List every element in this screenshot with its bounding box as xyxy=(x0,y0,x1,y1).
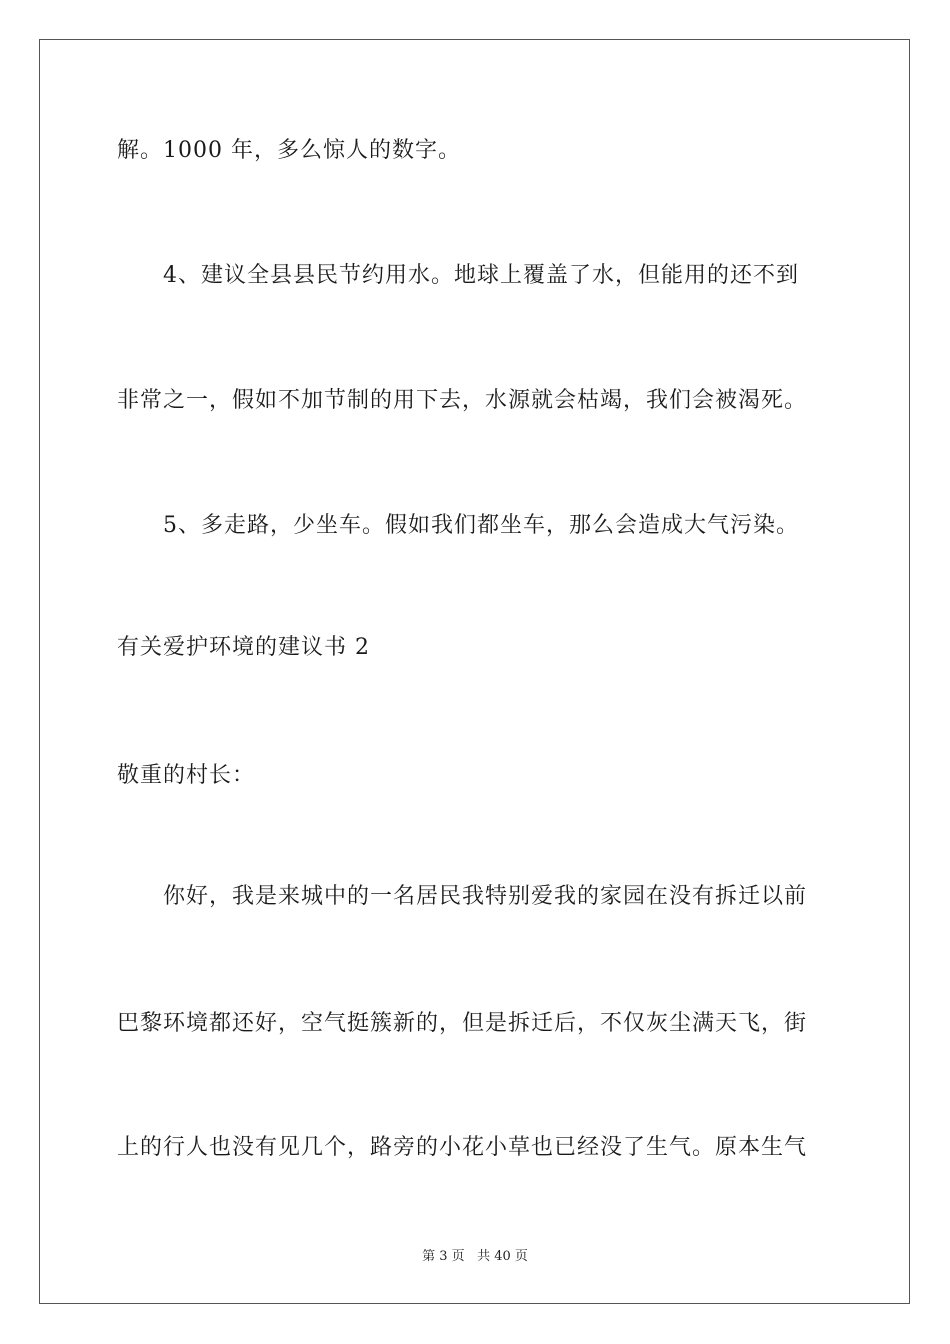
salutation: 敬重的村长： xyxy=(117,763,256,788)
page-frame xyxy=(39,39,910,1304)
text-line-3: 非常之一，假如不加节制的用下去，水源就会枯竭，我们会被渴死。 xyxy=(117,388,808,413)
text-line-7: 你好，我是来城中的一名居民我特别爱我的家园在没有拆迁以前 xyxy=(163,884,808,909)
page-number: 第 3 页 xyxy=(422,1249,465,1264)
text-line-item-4: 4、建议全县县民节约用水。地球上覆盖了水，但能用的还不到 xyxy=(163,263,799,288)
page-footer xyxy=(0,1249,950,1265)
text-line-item-5: 5、多走路，少坐车。假如我们都坐车，那么会造成大气污染。 xyxy=(163,513,799,538)
section-heading: 有关爱护环境的建议书 2 xyxy=(117,635,370,660)
page-total: 共 40 页 xyxy=(477,1249,528,1264)
text-line-8: 巴黎环境都还好，空气挺簇新的，但是拆迁后，不仅灰尘满天飞，街 xyxy=(117,1011,808,1036)
text-line-1: 解。1000 年，多么惊人的数字。 xyxy=(117,138,461,163)
text-line-9: 上的行人也没有见几个，路旁的小花小草也已经没了生气。原本生气 xyxy=(117,1135,808,1160)
